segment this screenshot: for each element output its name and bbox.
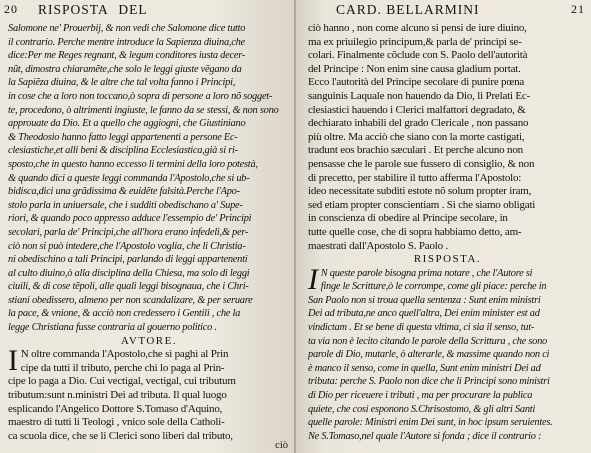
text-line: maestrati dall'Apostolo S. Paolo . [308,239,449,252]
text-line: cipe lo paga a Dio. Cui vectigal, vectigal, cui tributum [8,375,236,388]
text-line: la pace, & vnione, & acciò non credessero i Gentili , che la [8,308,241,320]
catchword: ciò [275,440,288,451]
text-line: ciò hanno , non come alcuno si pensi de iure diuino, [308,22,527,34]
text-line: dechiarato inhabili del grado Clericale , non passano [308,117,529,130]
right-page [296,0,591,453]
text-line: riori, & quando poco appresso adduce l'essempio de' Principi [8,213,252,225]
section-heading-risposta: RISPOSTA. [413,253,482,266]
right-page-number: 21 [571,2,585,16]
text-line: pensasse che le parole sue fussero di consiglio, & non [308,157,535,170]
left-paragraph-1 [8,22,290,335]
right-running-title: CARD. BELLARMINI [336,2,480,17]
text-line: Salomone ne' Prouerbij, & non vedi che Salomone dice tutto [8,23,246,34]
text-line: ciò non si può intedere,che l'Apostolo voglia, che li Christia- [8,240,246,252]
text-line: quiete, che cosi esponono S.Chrisostomo, & gli altri Santi [308,403,536,415]
text-line: sposto,che in questo hanno eccesso li termini della loro potestà, [8,158,258,170]
text-line: in conscienza di obedire al Principe secolare, in [308,212,508,225]
text-line: il contrario. Perche mentre introduce la Sapienza diuina,che [8,36,245,48]
text-line: è manco il senso, come in quella, Sunt enim ministri Dei ad [308,362,541,374]
text-line: clesiastiche,et alli beni & disciplina Ecclesiastica,già si ri- [8,145,238,157]
text-line: esplicando l'Angelico Dottore S.Tomaso d'Aquino, [8,402,223,415]
right-page-text [308,22,587,443]
text-line: tradunt eos brachio sæculari . Et perche alcuno non [308,144,523,157]
text-line: di Dio per riceuere i tributi , ma per procurare la publica [308,390,533,402]
text-line: quelle parole: Ministri enim Dei sunt, in hoc ipsum seruientes. [308,417,553,429]
right-paragraph-1 [308,22,587,253]
text-line: N queste parole bisogna prima notare , che l'Autore si [320,267,533,279]
text-line: stiani obedissero, almeno per non scandalizare, & per seruare [8,294,253,306]
text-line: clesiastici hauendo i Clerici malfattori degradato, & [308,103,526,116]
text-line: secolari, parla de' Principi,che all'hora erano infedeli,& per- [8,226,249,238]
text-line: in cose che a loro non toccano,ò sopra di persone a loro nõ sogget- [8,90,273,102]
text-line: tutte quelle cose, che di sopra habbiamo detto, am- [308,225,522,238]
text-line: al culto diuino,ò alla disciplina della Chiesa, ma solo di leggi [8,267,250,279]
text-line: ni obedischino a tali Principi, parlando di leggi appartenenti [8,254,248,266]
text-line: nũt, dimostra chiaramẽte,che solo le leggi giuste vẽgano da [8,63,242,75]
right-page-header [296,2,591,22]
text-line: colari. Finalmente cõclude con S. Paolo dell'autorità [308,49,528,62]
left-paragraph-2 [8,344,290,443]
right-paragraph-2 [308,262,587,444]
text-line: ciuili, & di cose tẽpoli, alle quali leggi bisognaua, che i Chri- [8,281,249,293]
text-line: approuate da Dio. Et a quello che aggiogni, che Giustiniano [8,118,246,130]
text-line: te, procedono, ò altrimenti ingiuste, le fanno da se stessi, & non sono [8,104,279,116]
left-running-title: RISPOSTA DEL [38,2,148,17]
text-line: la Sapiẽza diuina, & le altre che tal volta fanno i Principi, [8,77,236,89]
text-line: ideo necessitate subditi estote nõ solum propter iram, [308,185,532,198]
section-heading-autore: AVTORE. [120,334,178,347]
text-line: San Paolo non si troua quella sentenza : Sunt enim ministri [308,294,541,306]
text-line: del Principe : Non enim sine causa gladium portat. [308,62,521,75]
text-line: ta via non è lecito citando le parole della Scrittura , che sono [308,335,548,347]
text-line: Ecco l'autorità del Principe secolare di punire pœna [308,76,525,89]
text-line: & Theodosio hanno fatto leggi appartenenti a persone Ec- [8,131,238,143]
text-line: stolo parla in uniuersale, che i sudditi obedischano a' Supe- [8,199,243,211]
text-line: sed etiam propter conscientiam . Si che siamo obligati [308,198,536,211]
text-line: tributum:sunt n.ministri Dei ad tributa. Il qual luogo [8,389,227,402]
text-line: legge Christiana fusse contraria al gouerno politico . [8,322,217,334]
text-line: Dei ad tributa,ne anco quell'altra, Dei enim minister est ad [308,308,540,320]
text-line: vindictam . Et se bene di questa vltima, ci sia il senso, tut- [308,322,535,334]
left-page-header [0,2,296,22]
drop-cap: I [8,344,18,378]
drop-cap: I [308,262,318,296]
text-line: parole di Dio, mutarle, ò alterarle, & massime quando non ci [308,349,550,361]
text-line: finge le Scritture,ò le corrompe, come gli piace: perche in [320,281,547,293]
text-line: maestro di tutti li Teologi , vnico sole della Catholi- [8,416,225,429]
text-line: bidisca,dici una grãdissima & euidẽte falsità.Perche l'Apo- [8,186,240,198]
text-line: cipe da tutti il tributo, perche chi lo paga al Prin- [20,361,225,374]
text-line: Ne S.Tomaso,nel quale l'Autore si fonda ; dice il contrario : [308,430,542,442]
text-line: di precetto, per stabilire il tutto afferma l'Apostolo: [308,171,522,184]
text-line: tributa: perche S. Paolo non dice che li Principi sono ministri [308,376,550,388]
text-line: ma ex priuilegio principum,& parla de' principi se- [308,35,522,48]
text-line: ca scuola dice, che se li Clerici sono liberi dal tributo, [8,429,233,442]
text-line: & quando dici a queste leggi commanda l'Apostolo,che si ub- [8,172,250,184]
text-line: più oltre. Ma acciò che siano con la morte castigati, [308,130,525,143]
left-page-text [8,22,290,443]
text-line: dice:Per me Reges regnant, & legum conditores iusta decer- [8,50,246,62]
text-line: sanguinis Laquale non hauendo da Dio, li Prelati Ec- [308,89,531,102]
text-line: N oltre commanda l'Apostolo,che si paghi al Prin [20,348,229,361]
left-page-number: 20 [4,2,18,16]
